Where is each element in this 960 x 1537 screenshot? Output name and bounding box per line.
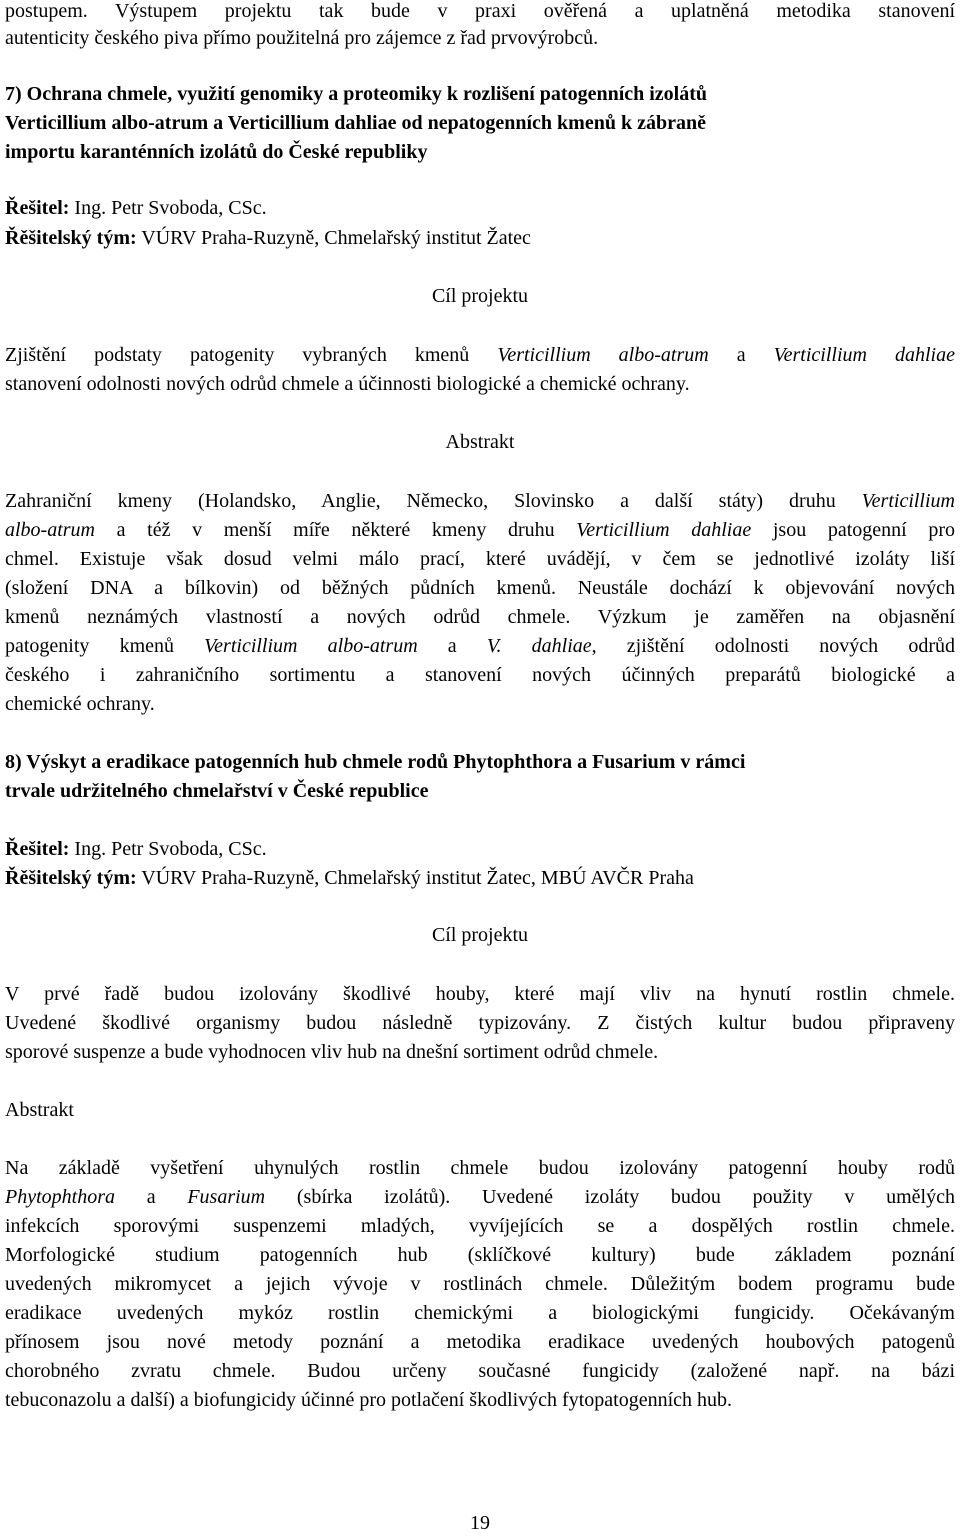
goal-text: sporové suspenze a bude vyhodnocen vliv hub na dnešní sortiment odrůd chmele. [5, 1041, 659, 1063]
goal-text: Zjištění podstaty patogenity vybraných kmenů Verticillium albo-atrum a Verticillium dahliae [5, 344, 955, 366]
abstract-heading: Abstrakt [445, 431, 515, 453]
team-line: Řěšitelský tým: VÚRV Praha-Ruzyně, Chmelařský institut Žatec [5, 227, 531, 249]
project-title: 8) Výskyt a eradikace patogenních hub chmele rodů Phytophthora a Fusarium v rámci [5, 751, 746, 773]
goal-heading: Cíl projektu [431, 924, 529, 946]
intro-line: postupem. Výstupem projektu tak bude v praxi ověřená a uplatněná metodika stanovení [5, 0, 955, 22]
solver-line: Řešitel: Ing. Petr Svoboda, CSc. [5, 197, 267, 219]
project-title: 7) Ochrana chmele, využití genomiky a proteomiky k rozlišení patogenních izolátů [5, 83, 708, 105]
team-line: Řěšitelský tým: VÚRV Praha-Ruzyně, Chmelařský institut Žatec, MBÚ AVČR Praha [5, 867, 694, 889]
project-title: trvale udržitelného chmelařství v České republice [5, 780, 429, 802]
page-number: 19 [470, 1512, 490, 1534]
goal-heading: Cíl projektu [431, 285, 529, 307]
goal-text: Uvedené škodlivé organismy budou následně typizovány. Z čistých kultur budou připraveny [5, 1012, 955, 1034]
abstract-heading: Abstrakt [5, 1099, 74, 1121]
goal-text: stanovení odolnosti nových odrůd chmele a účinnosti biologické a chemické ochrany. [5, 373, 690, 395]
solver-line: Řešitel: Ing. Petr Svoboda, CSc. [5, 838, 267, 860]
goal-text: V prvé řadě budou izolovány škodlivé houby, které mají vliv na hynutí rostlin chmele. [5, 983, 955, 1005]
project-title: importu karanténních izolátů do České republiky [5, 141, 428, 163]
project-title: Verticillium albo-atrum a Verticillium dahliae od nepatogenních kmenů k zábraně [5, 112, 706, 134]
intro-line: autenticity českého piva přímo použitelná pro zájemce z řad prvovýrobců. [5, 27, 599, 49]
